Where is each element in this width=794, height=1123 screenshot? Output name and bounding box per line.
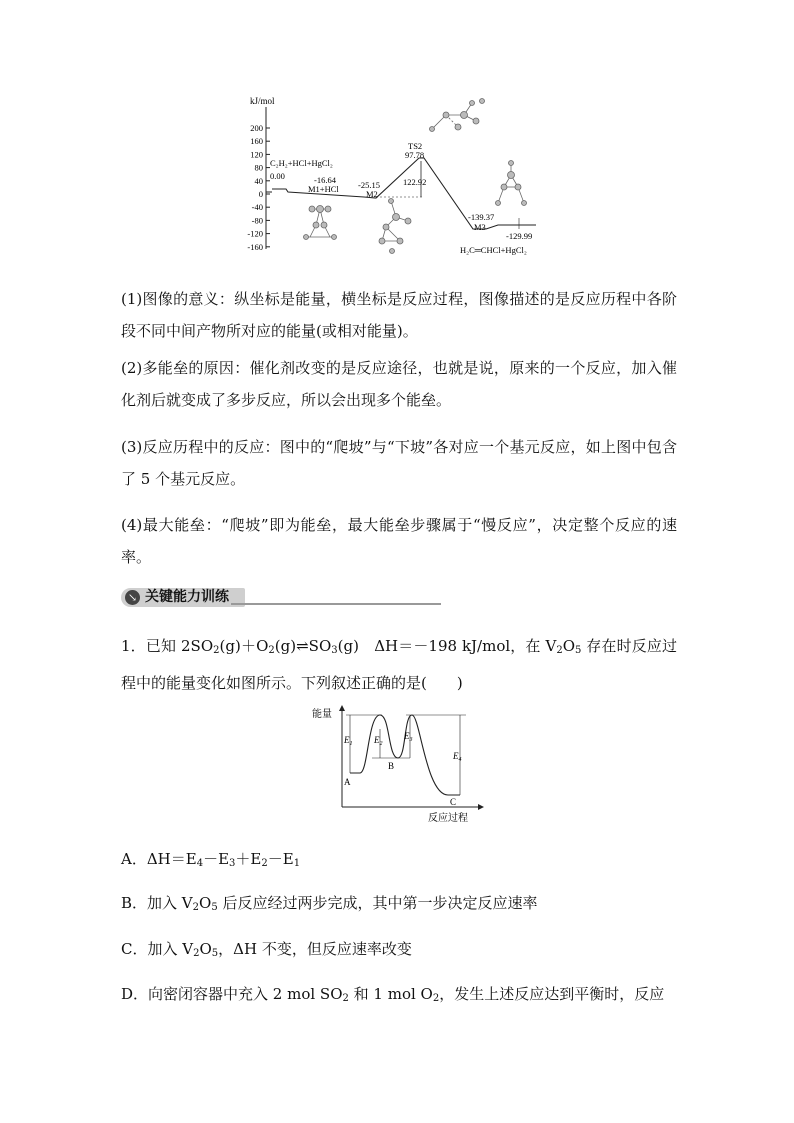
y-tick-label: -160 xyxy=(247,241,263,252)
opt-d-part: ，发生上述反应达到平衡时，反应 xyxy=(439,985,665,1003)
opt-sub: 3 xyxy=(229,858,236,869)
y-unit-label: kJ/mol xyxy=(250,96,275,106)
y-tick-label: -40 xyxy=(251,202,263,213)
opt-sub: 5 xyxy=(211,902,218,913)
m3-name: M3 xyxy=(474,222,486,232)
paragraph-4: (4)最大能垒：“爬坡”即为能垒，最大能垒步骤属于“慢反应”，决定整个反应的速率。 xyxy=(121,516,677,566)
molecule-m2-icon xyxy=(379,199,411,254)
energy-diagram-2 xyxy=(310,703,490,825)
e3-label: $E_3$ xyxy=(404,731,413,743)
paragraph-1: (1)图像的意义：纵坐标是能量，横坐标是反应过程，图像描述的是反应历程中各阶段不同中间产物所对应的能量(或相对能量)。 xyxy=(121,290,677,340)
q-part-g: 存在时反应过程中的能量变化如图所示。下列叙述正确的是( ) xyxy=(121,637,677,692)
arrow-circle-icon: ↘ xyxy=(125,590,140,605)
point-a: A xyxy=(344,777,351,787)
section-header xyxy=(121,588,441,608)
end-value: -129.99 xyxy=(506,231,533,241)
option-c xyxy=(121,937,681,966)
q-sub: 2 xyxy=(268,645,275,656)
opt-c-part: O xyxy=(199,940,212,958)
section-title: 关键能力训练 xyxy=(145,589,229,605)
opt-sub: 2 xyxy=(192,902,199,913)
option-b xyxy=(121,891,681,920)
y-arrow-icon xyxy=(339,705,345,711)
e4-label: $E_4$ xyxy=(453,751,462,763)
opt-d-part: D．向密闭容器中充入 2 mol SO xyxy=(121,985,343,1003)
point-c: C xyxy=(450,797,457,807)
start-value: 0.00 xyxy=(270,171,285,181)
ts2-name: TS2 xyxy=(408,141,423,151)
q-part-c: (g) xyxy=(274,637,297,655)
q-sub: 2 xyxy=(213,645,220,656)
energy-curve xyxy=(350,715,460,795)
opt-sub: 2 xyxy=(193,948,200,959)
opt-sub: 5 xyxy=(211,948,219,959)
opt-d-part: 和 1 mol O xyxy=(348,985,433,1003)
opt-sub: 2 xyxy=(261,858,268,869)
q-sub: 3 xyxy=(331,645,338,656)
end-species-label: H₂C═CHCl+HgCl₂ xyxy=(460,245,527,255)
q-part-e: (g) ΔH＝－198 kJ/mol，在 V xyxy=(337,637,557,655)
opt-a-part: －E xyxy=(203,850,230,868)
point-b: B xyxy=(388,761,395,771)
opt-sub: 4 xyxy=(196,858,204,869)
molecule-m1-icon xyxy=(304,206,337,240)
section-divider xyxy=(231,603,441,605)
opt-b-part: O xyxy=(199,894,212,912)
paragraph-3: (3)反应历程中的反应：图中的“爬坡”与“下坡”各对应一个基元反应，如上图中包含了 5 个基元反应。 xyxy=(121,438,677,488)
y-tick-label: 40 xyxy=(254,175,263,186)
opt-a-part: ＋E xyxy=(235,850,262,868)
q-sub: 5 xyxy=(575,645,582,656)
molecule-ts2-icon xyxy=(430,99,485,132)
molecule-m3-icon xyxy=(496,161,527,206)
q-part-b: (g)＋O xyxy=(219,637,269,655)
y-ticks xyxy=(247,123,270,252)
y-axis-label: 能量 xyxy=(312,709,332,720)
m2-value: -25.15 xyxy=(358,180,380,190)
opt-b-part: B．加入 V xyxy=(121,894,193,912)
y-tick-label: 200 xyxy=(250,123,263,133)
m3-value: -139.37 xyxy=(468,212,495,222)
q-sub: 2 xyxy=(556,645,563,656)
option-d xyxy=(121,982,681,1011)
barrier-value: 122.92 xyxy=(403,177,427,187)
equilibrium-arrow: ⇌ xyxy=(296,637,309,655)
opt-sub: 2 xyxy=(432,993,440,1004)
paragraph-2: (2)多能垒的原因：催化剂改变的是反应途径，也就是说，原来的一个反应，加入催化剂后就变成了多步反应，所以会出现多个能垒。 xyxy=(121,359,677,409)
start-species-label: C₂H₂+HCl+HgCl₂ xyxy=(270,158,333,168)
opt-a-part: A．ΔH＝E xyxy=(121,850,197,868)
option-a xyxy=(121,847,681,876)
q-part-d: SO xyxy=(308,637,332,655)
e1-label: $E_1$ xyxy=(344,735,353,747)
opt-c-part: C．加入 V xyxy=(121,940,194,958)
ts2-value: 97.78 xyxy=(405,150,425,160)
energy-profile-figure xyxy=(236,93,566,263)
m1-value: -16.64 xyxy=(314,175,336,185)
q-part-f: O xyxy=(562,637,575,655)
m2-name: M2 xyxy=(366,189,378,199)
x-arrow-icon xyxy=(478,804,484,810)
y-tick-label: -80 xyxy=(251,215,263,226)
q-part-a: 1．已知 2SO xyxy=(121,637,214,655)
x-axis-label: 反应过程 xyxy=(428,813,468,824)
question-1 xyxy=(121,630,677,699)
opt-sub: 2 xyxy=(342,993,349,1004)
opt-b-part: 后反应经过两步完成，其中第一步决定反应速率 xyxy=(217,894,538,912)
e2-label: $E_2$ xyxy=(374,735,383,747)
opt-c-part: ，ΔH 不变，但反应速率改变 xyxy=(218,940,412,958)
y-tick-label: 0 xyxy=(258,189,263,199)
y-tick-label: 120 xyxy=(250,149,263,160)
y-tick-label: -120 xyxy=(247,228,263,239)
y-tick-label: 160 xyxy=(250,136,263,147)
m1-name: M1+HCl xyxy=(308,184,339,194)
y-tick-label: 80 xyxy=(254,162,263,173)
opt-sub: 1 xyxy=(293,858,301,869)
opt-a-part: －E xyxy=(267,850,294,868)
